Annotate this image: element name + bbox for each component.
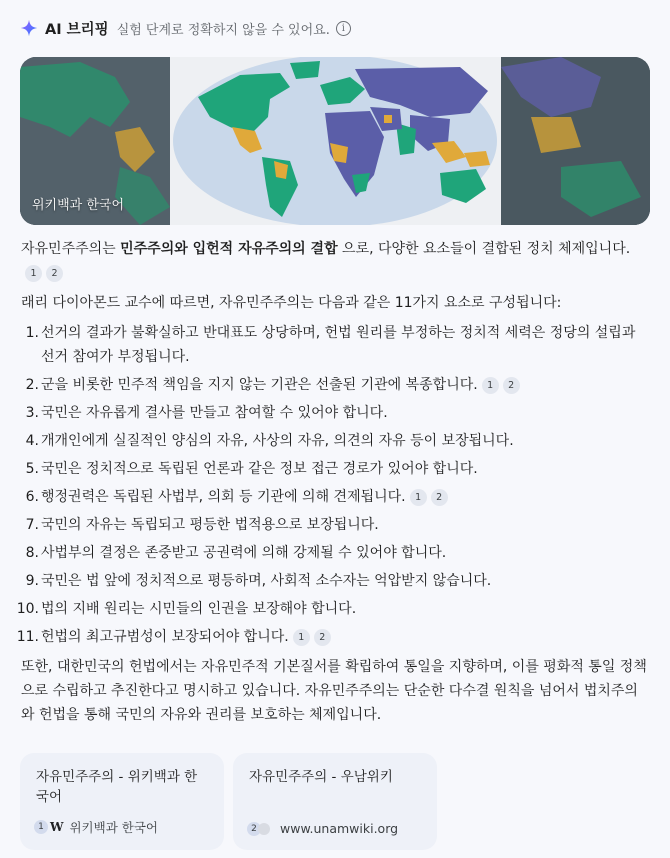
list-item bbox=[21, 485, 651, 509]
list-item-text: 군을 비롯한 민주적 책임을 지지 않는 기관은 선출된 기관에 복종합니다. bbox=[41, 377, 478, 393]
hero-caption: 위키백과 한국어 bbox=[32, 198, 125, 213]
source-site-url: www.unamwiki.org bbox=[280, 821, 399, 836]
citation-badge[interactable]: 1 bbox=[410, 489, 427, 506]
site-favicon-icon bbox=[258, 823, 270, 835]
list-number: 6. bbox=[25, 489, 39, 505]
source-cards bbox=[20, 753, 437, 850]
brand-title: AI 브리핑 bbox=[45, 21, 109, 38]
list-item-text: 국민은 법 앞에 정치적으로 평등하며, 사회적 소수자는 억압받지 않습니다. bbox=[41, 573, 492, 589]
source-card-unamwiki[interactable] bbox=[233, 753, 437, 850]
citation-badge[interactable]: 2 bbox=[503, 377, 520, 394]
list-item-text: 국민의 자유는 독립되고 평등한 법적용으로 보장됩니다. bbox=[41, 517, 379, 533]
list-number: 5. bbox=[25, 461, 39, 477]
intro-prefix: 자유민주주의는 bbox=[21, 241, 121, 257]
list-item bbox=[21, 321, 651, 369]
list-item-text: 선거의 결과가 불확실하고 반대표도 상당하며, 헌법 원리를 부정하는 정치적 세력은 정당의 설립과 선거 참여가 부정됩니다. bbox=[41, 325, 636, 365]
list-item-text: 개개인에게 실질적인 양심의 자유, 사상의 자유, 의견의 자유 등이 보장됩니다. bbox=[41, 433, 514, 449]
list-item-text: 법의 지배 원리는 시민들의 인권을 보장해야 합니다. bbox=[41, 601, 357, 617]
map-fragment-right bbox=[501, 57, 650, 225]
list-number: 9. bbox=[25, 573, 39, 589]
list-number: 7. bbox=[25, 517, 39, 533]
intro-paragraph bbox=[21, 237, 651, 285]
list-item bbox=[21, 513, 651, 537]
source-card-footer bbox=[34, 818, 158, 836]
list-item-text: 국민은 자유롭게 결사를 만들고 참여할 수 있어야 합니다. bbox=[41, 405, 388, 421]
hero-thumbnail-right[interactable] bbox=[501, 57, 650, 225]
list-item bbox=[21, 541, 651, 565]
hero-world-map[interactable] bbox=[170, 57, 501, 225]
list-number: 10. bbox=[16, 601, 39, 617]
elements-list bbox=[16, 321, 651, 649]
list-item bbox=[21, 373, 651, 397]
hero-image-carousel[interactable] bbox=[20, 57, 650, 225]
source-card-footer bbox=[247, 821, 398, 836]
intro-bold-term: 민주주의와 입헌적 자유주의의 결합 bbox=[120, 241, 338, 257]
lead-paragraph: 래리 다이아몬드 교수에 따르면, 자유민주주의는 다음과 같은 11가지 요소로 구성됩니다: bbox=[21, 295, 562, 311]
list-item bbox=[21, 457, 651, 481]
list-number: 4. bbox=[25, 433, 39, 449]
list-number: 2. bbox=[25, 377, 39, 393]
list-item bbox=[21, 401, 651, 425]
list-item-text: 헌법의 최고규범성이 보장되어야 합니다. bbox=[41, 629, 289, 645]
hero-thumbnail-left[interactable] bbox=[20, 57, 170, 225]
list-number: 1. bbox=[25, 325, 39, 341]
source-card-title: 자유민주주의 - 위키백과 한국어 bbox=[36, 769, 198, 805]
citation-badge[interactable]: 2 bbox=[314, 629, 331, 646]
citation-badge[interactable]: 1 bbox=[293, 629, 310, 646]
conclusion-paragraph: 또한, 대한민국의 헌법에서는 자유민주적 기본질서를 확립하여 통일을 지향하며, 이를 평화적 통일 정책으로 수립하고 추진한다고 명시하고 있습니다. 자유민주주의는 단순한 다수결 원칙을 넘어서 법치주의와 헌법을 통해 국민의 자유와 권리를 보호하는 체제입니다. bbox=[21, 659, 647, 723]
briefing-content bbox=[16, 237, 651, 727]
citation-badge[interactable]: 1 bbox=[25, 265, 42, 282]
info-icon[interactable]: i bbox=[336, 21, 351, 36]
citation-badge[interactable]: 1 bbox=[482, 377, 499, 394]
world-map-illustration bbox=[170, 57, 501, 225]
list-number: 11. bbox=[16, 629, 39, 645]
ai-briefing-header bbox=[20, 15, 351, 41]
wikipedia-icon: W bbox=[50, 820, 64, 834]
source-number: 2 bbox=[247, 822, 261, 836]
sparkle-icon bbox=[20, 19, 38, 37]
source-card-title: 자유민주주의 - 우남위키 bbox=[249, 769, 393, 785]
list-item bbox=[21, 429, 651, 453]
list-item bbox=[16, 597, 651, 621]
citation-badge[interactable]: 2 bbox=[46, 265, 63, 282]
source-number: 1 bbox=[34, 820, 48, 834]
intro-suffix: 으로, 다양한 요소들이 결합된 정치 체제입니다. bbox=[337, 241, 631, 257]
source-site-name: 위키백과 한국어 bbox=[69, 820, 158, 835]
list-item bbox=[16, 625, 651, 649]
disclaimer-text: 실험 단계로 정확하지 않을 수 있어요. bbox=[116, 22, 330, 38]
list-number: 8. bbox=[25, 545, 39, 561]
list-item-text: 사법부의 결정은 존중받고 공권력에 의해 강제될 수 있어야 합니다. bbox=[41, 545, 447, 561]
citation-badge[interactable]: 2 bbox=[431, 489, 448, 506]
list-item bbox=[21, 569, 651, 593]
list-item-text: 국민은 정치적으로 독립된 언론과 같은 정보 접근 경로가 있어야 합니다. bbox=[41, 461, 478, 477]
source-card-wikipedia[interactable] bbox=[20, 753, 224, 850]
list-number: 3. bbox=[25, 405, 39, 421]
list-item-text: 행정권력은 독립된 사법부, 의회 등 기관에 의해 견제됩니다. bbox=[41, 489, 406, 505]
